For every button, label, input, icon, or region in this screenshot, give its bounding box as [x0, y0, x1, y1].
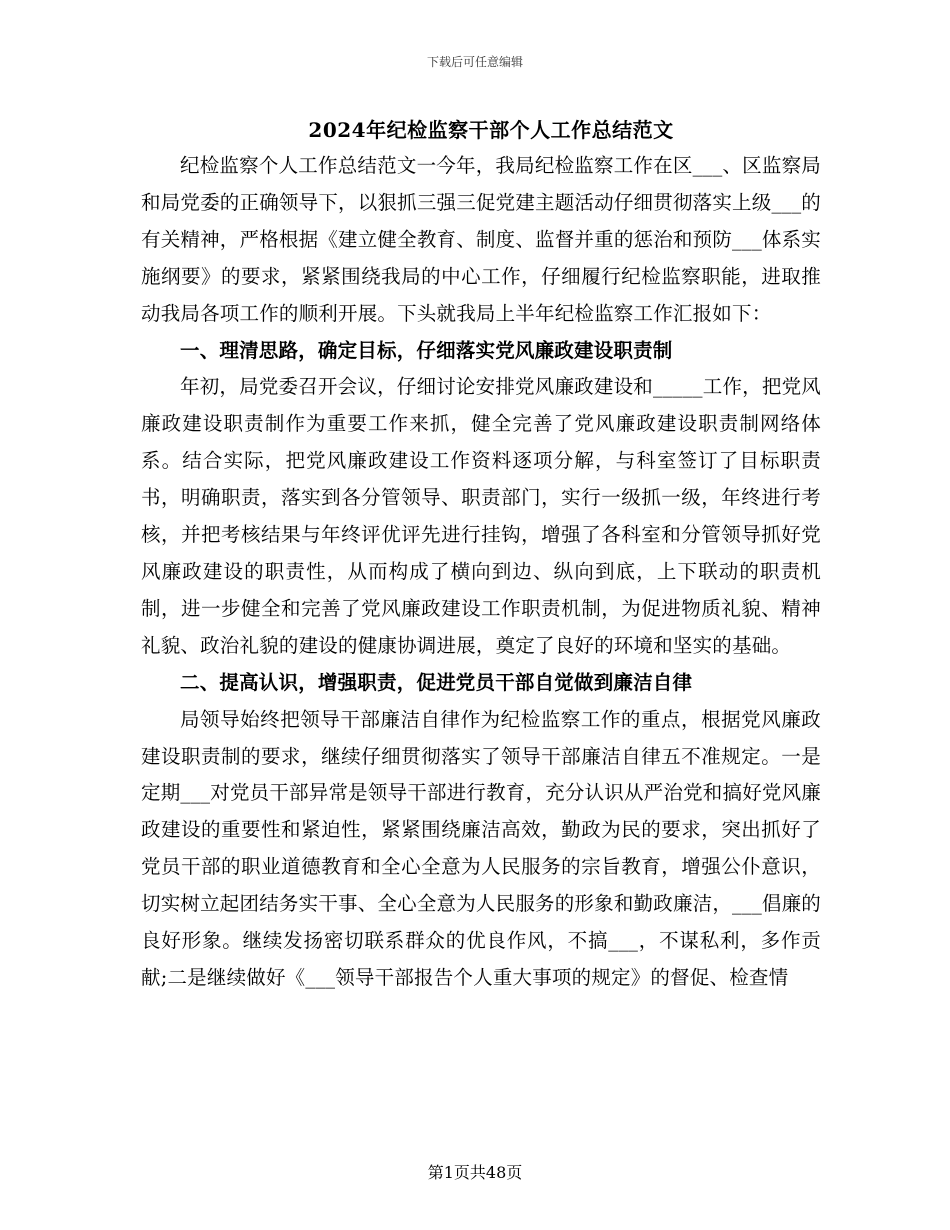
paragraph-section-2: 局领导始终把领导干部廉洁自律作为纪检监察工作的重点，根据党风廉政建设职责制的要求，继续仔细贯彻落实了领导干部廉洁自律五不准规定。一是定期___对党员干部异常是领导干部进行教育，充分认识从严治党和搞好党风廉政建设的重要性和紧迫性，紧紧围绕廉洁高效，勤政为民的要求，突出抓好了党员干部的职业道德教育和全心全意为人民服务的宗旨教育，增强公仆意识，切实树立起团结务实干事、全心全意为人民服务的形象和勤政廉洁，___倡廉的良好形象。继续发扬密切联系群众的优良作风，不搞___，不谋私利，多作贡献;二是继续做好《___领导干部报告个人重大事项的规定》的督促、检查情 — [141, 707, 821, 989]
section-heading-2: 二、提高认识，增强职责，促进党员干部自觉做到廉洁自律 — [180, 670, 693, 694]
page-number-footer: 第1页共48页 — [427, 1163, 523, 1182]
document-body — [141, 112, 821, 997]
paragraph-intro: 纪检监察个人工作总结范文一今年，我局纪检监察工作在区___、区监察局和局党委的正确领导下，以狠抓三强三促党建主题活动仔细贯彻落实上级___的有关精神，严格根据《建立健全教育、制度、监督并重的惩治和预防___体系实施纲要》的要求，紧紧围绕我局的中心工作，仔细履行纪检监察职能，进取推动我局各项工作的顺利开展。下头就我局上半年纪检监察工作汇报如下： — [141, 154, 821, 325]
document-title: 2024年纪检监察干部个人工作总结范文 — [308, 118, 674, 142]
section-heading-1: 一、理清思路，确定目标，仔细落实党风廉政建设职责制 — [180, 338, 673, 362]
page-header-note: 下载后可任意编辑 — [426, 55, 523, 69]
paragraph-section-1: 年初，局党委召开会议，仔细讨论安排党风廉政建设和_____工作，把党风廉政建设职责制作为重要工作来抓，健全完善了党风廉政建设职责制网络体系。结合实际，把党风廉政建设工作资料逐项分解，与科室签订了目标职责书，明确职责，落实到各分管领导、职责部门，实行一级抓一级，年终进行考核，并把考核结果与年终评优评先进行挂钩，增强了各科室和分管领导抓好党风廉政建设的职责性，从而构成了横向到边、纵向到底，上下联动的职责机制，进一步健全和完善了党风廉政建设工作职责机制，为促进物质礼貌、精神礼貌、政治礼貌的建设的健康协调进展，奠定了良好的环境和坚实的基础。 — [141, 375, 821, 657]
